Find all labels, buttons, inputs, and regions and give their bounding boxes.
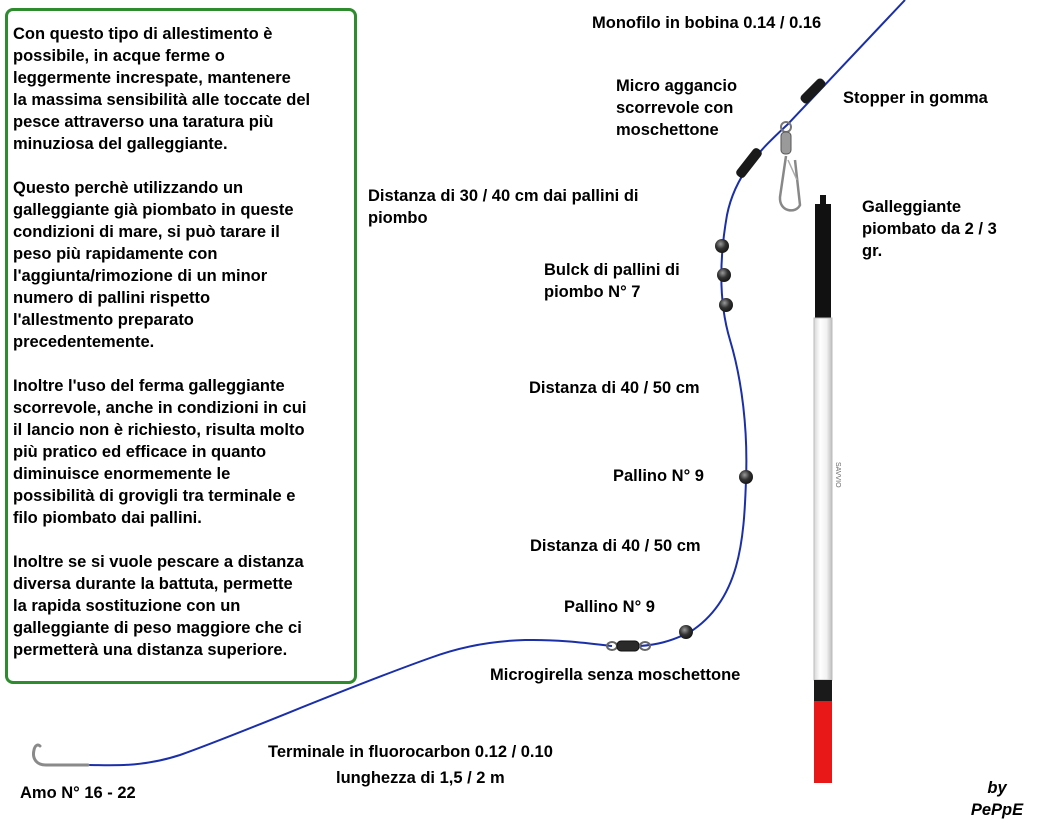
label-distanza-30-40: Distanza di 30 / 40 cm dai pallini di piombo xyxy=(368,187,639,227)
signature: by PePpE xyxy=(970,779,1024,819)
label-stopper: Stopper in gomma xyxy=(843,89,988,107)
info-paragraph-3: Inoltre l'uso del ferma galleggiante scorrevole, anche in condizioni in cui il lancio non è richiesto, risulta molto più pratico ed efficace in quanto diminuisce enormemente le possibilità di grovigli tra terminale e filo piombato dai pallini. xyxy=(13,377,307,527)
label-distanza-40-50-lower: Distanza di 40 / 50 cm xyxy=(530,537,701,555)
sliding-snap xyxy=(780,122,800,210)
label-lunghezza: lunghezza di 1,5 / 2 m xyxy=(336,769,505,787)
label-pallino-9-upper: Pallino N° 9 xyxy=(613,467,704,485)
hook-icon xyxy=(34,745,89,765)
bulk-shot-2 xyxy=(717,268,731,282)
svg-text:SAVVIO: SAVVIO xyxy=(834,462,841,488)
single-shot-lower xyxy=(679,625,693,639)
label-microgirella: Microgirella senza moschettone xyxy=(490,666,741,684)
lower-stopper xyxy=(735,147,764,180)
single-shot-upper xyxy=(739,470,753,484)
float xyxy=(814,195,841,783)
label-micro-aggancio: Micro aggancio scorrevole con moschettone xyxy=(616,77,738,139)
label-galleggiante: Galleggiante piombato da 2 / 3 gr. xyxy=(862,198,997,260)
bulk-shot-3 xyxy=(719,298,733,312)
label-pallino-9-lower: Pallino N° 9 xyxy=(564,598,655,616)
info-paragraph-2: Questo perchè utilizzando un galleggiante già piombato in queste condizioni di mare, si può tarare il peso più rapidamente con l'aggiunta/rimozione di un minor numero di pallini rispetto l'allestmento preparato precedentemente. xyxy=(13,179,294,351)
info-paragraph-4: Inoltre se si vuole pescare a distanza diversa durante la battuta, permette la rapida sostituzione con un galleggiante di peso maggiore che ci permetterà una distanza superiore. xyxy=(13,553,304,659)
label-monofilo: Monofilo in bobina 0.14 / 0.16 xyxy=(592,14,822,32)
label-bulck: Bulck di pallini di piombo N° 7 xyxy=(544,261,680,301)
label-amo: Amo N° 16 - 22 xyxy=(20,784,136,802)
label-distanza-40-50-upper: Distanza di 40 / 50 cm xyxy=(529,379,700,397)
bulk-shot-1 xyxy=(715,239,729,253)
label-terminale: Terminale in fluorocarbon 0.12 / 0.10 xyxy=(268,743,553,761)
info-paragraph-1: Con questo tipo di allestimento è possibile, in acque ferme o leggermente increspate, mantenere la massima sensibilità alle toccate del pesce attraverso una taratura più minuziosa del galleggiante. xyxy=(13,25,311,153)
upper-stopper xyxy=(799,77,827,105)
